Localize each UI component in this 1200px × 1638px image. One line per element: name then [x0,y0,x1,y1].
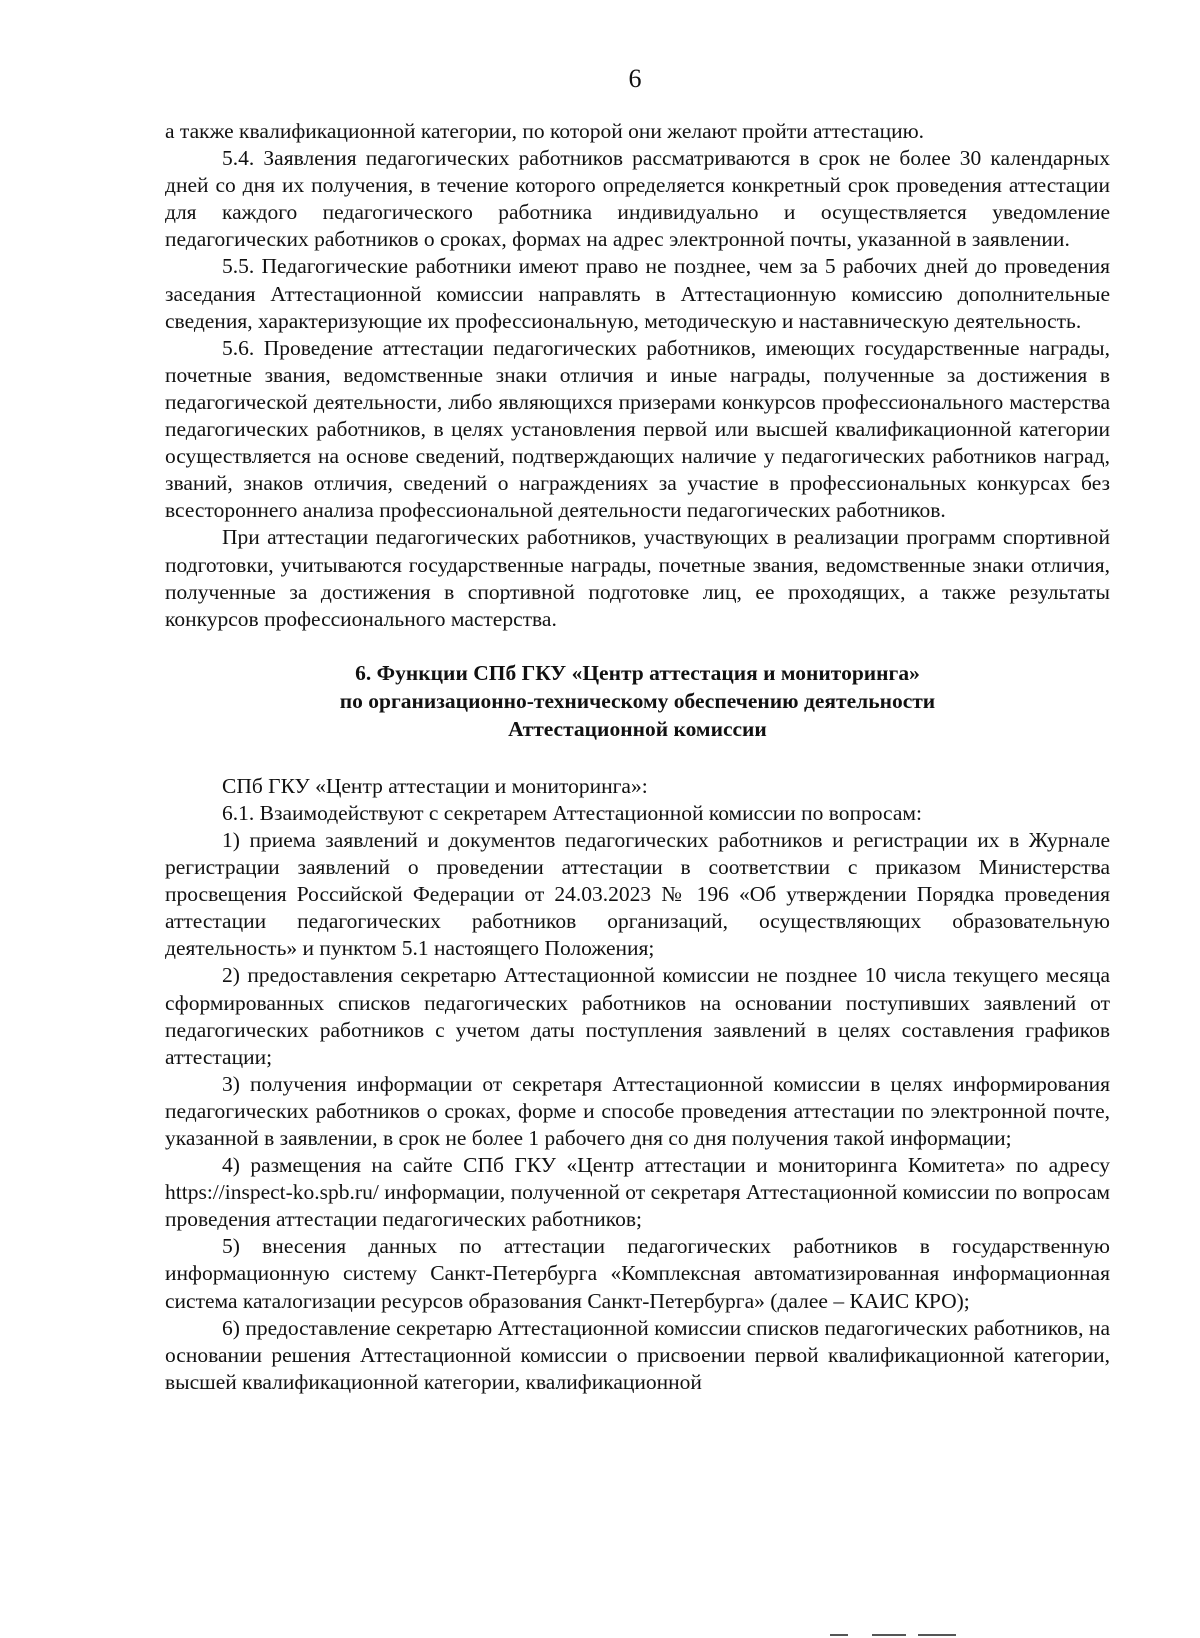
section-heading-line: Аттестационной комиссии [508,716,767,741]
section-6-heading [165,659,1110,743]
paragraph-5-6: 5.6. Проведение аттестации педагогических работников, имеющих государственные награды, почетные звания, ведомственные знаки отличия и иные награды, полученные за достижения в педагогической деятельности, либо являющихся призерами конкурсов профессионального мастерства педагогических работников, в целях установления первой или высшей квалификационной категории осуществляется на основе сведений, подтверждающих наличие у педагогических работников наград, званий, знаков отличия, сведений о награждениях за участие в профессиональных конкурсах без всестороннего анализа профессиональной деятельности педагогических работников. [165,335,1110,523]
list-item-1: 1) приема заявлений и документов педагогических работников и регистрации их в Журнале регистрации заявлений о проведении аттестации в соответствии с приказом Министерства просвещения Российской Федерации от 24.03.2023 № 196 «Об утверждении Порядка проведения аттестации педагогических работников организаций, осуществляющих образовательную деятельность» и пунктом 5.1 настоящего Положения; [165,827,1110,961]
list-item-5: 5) внесения данных по аттестации педагогических работников в государственную информационную систему Санкт-Петербурга «Комплексная автоматизированная информационная система каталогизации ресурсов образования Санкт-Петербурга» (далее – КАИС КРО); [165,1234,1110,1313]
paragraph-intro: СПб ГКУ «Центр аттестации и мониторинга»: [222,773,648,798]
paragraph-5-5: 5.5. Педагогические работники имеют право не позднее, чем за 5 рабочих дней до проведения заседания Аттестационной комиссии направлять в Аттестационную комиссию дополнительные сведения, характеризующие их профессиональную, методическую и наставническую деятельность. [165,254,1110,333]
paragraph-5-4: 5.4. Заявления педагогических работников рассматриваются в срок не более 30 календарных дней со дня их получения, в течение которого определяется конкретный срок проведения аттестации для каждого педагогического работника индивидуально и осуществляется уведомление педагогических работников о сроках, формах на адрес электронной почты, указанной в заявлении. [165,146,1110,252]
scan-artifact [872,1634,906,1636]
paragraph-continuation: а также квалификационной категории, по которой они желают пройти аттестацию. [165,119,925,143]
list-item-4: 4) размещения на сайте СПб ГКУ «Центр аттестации и мониторинга Комитета» по адресу https://inspect-ko.spb.ru/ информации, полученной от секретаря Аттестационной комиссии по вопросам проведения аттестации педагогических работников; [165,1153,1110,1232]
scan-artifact [918,1634,956,1636]
paragraph-6-1: 6.1. Взаимодействуют с секретарем Аттестационной комиссии по вопросам: [222,800,922,825]
list-item-3: 3) получения информации от секретаря Аттестационной комиссии в целях информирования педагогических работников о сроках, форме и способе проведения аттестации по электронной почте, указанной в заявлении, в срок не более 1 рабочего дня со дня получения такой информации; [165,1071,1110,1150]
section-heading-line: по организационно-техническому обеспечению деятельности [339,688,936,713]
document-body [165,118,1110,1396]
scan-artifact [830,1634,848,1636]
paragraph-sports-training: При аттестации педагогических работников, участвующих в реализации программ спортивной подготовки, учитываются государственные награды, почетные звания, ведомственные знаки отличия, полученные за достижения в спортивной подготовке лиц, ее проходящих, а также результаты конкурсов профессионального мастерства. [165,525,1110,631]
list-item-6: 6) предоставление секретарю Аттестационной комиссии списков педагогических работников, на основании решения Аттестационной комиссии о присвоении первой квалификационной категории, высшей квалификационной категории, квалификационной [165,1315,1110,1394]
page-number: 6 [628,64,642,93]
section-heading-line: 6. Функции СПб ГКУ «Центр аттестация и мониторинга» [355,660,920,685]
list-item-2: 2) предоставления секретарю Аттестационной комиссии не позднее 10 числа текущего месяца сформированных списков педагогических работников на основании поступивших заявлений от педагогических работников с учетом даты поступления заявлений в целях составления графиков аттестации; [165,963,1110,1069]
